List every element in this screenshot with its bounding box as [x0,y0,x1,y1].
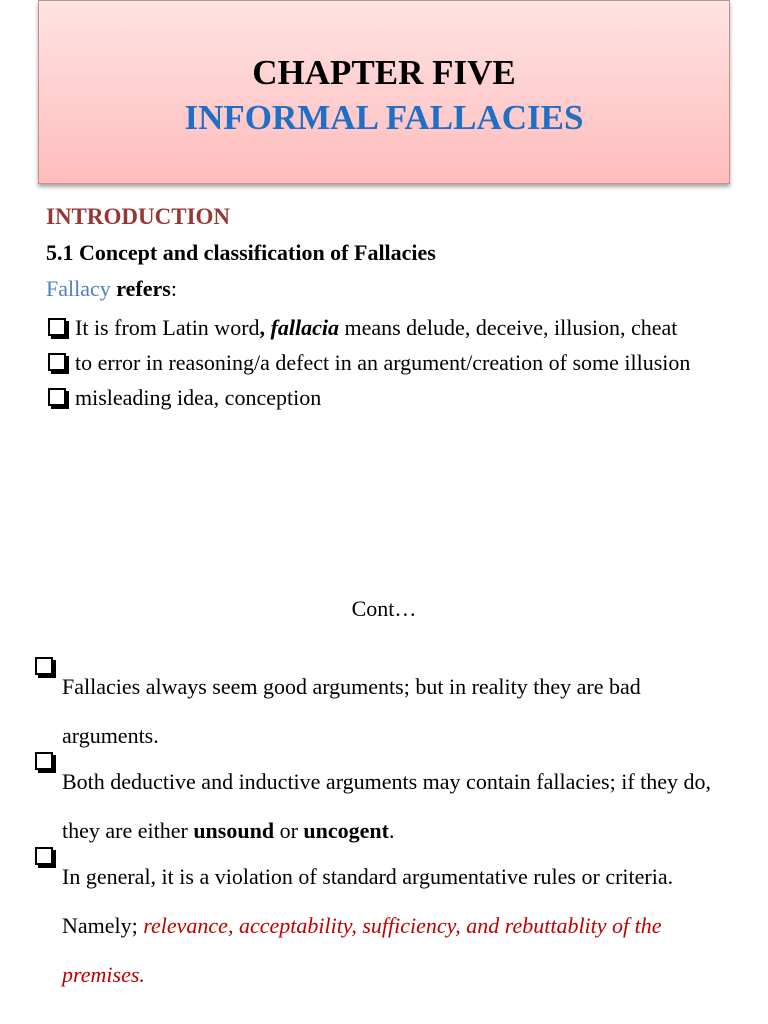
unsound-term: unsound [193,818,275,843]
checkbox-bullet-icon [48,318,66,336]
list-item [46,347,736,378]
points-list [33,670,733,1004]
definition-list [46,312,736,417]
criteria-emphasis: relevance, acceptability, sufficiency, and rebuttablity of the premises. [62,913,662,987]
cont-heading: Cont… [351,596,417,621]
latin-term: fallacia [270,315,339,340]
definition-text: means delude, deceive, illusion, cheat [338,315,678,340]
point-text [62,662,733,760]
point-text [62,852,733,999]
definition-comma: , [259,315,266,340]
checkbox-bullet-icon [48,388,66,406]
introduction-heading: INTRODUCTION [46,204,231,229]
chapter-title-box [38,0,730,184]
point-text-content: Both deductive and inductive arguments may contain fallacies; if they do, they are either [62,769,712,843]
list-item [33,852,733,999]
checkbox-bullet-icon [48,353,66,371]
fallacy-word: Fallacy [46,276,111,301]
refers-colon: : [170,276,177,301]
definition-text: to error in reasoning/a defect in an argument/creation of some illusion [75,350,691,375]
uncogent-term: uncogent [303,818,389,843]
point-text-content: or [274,818,304,843]
point-text [62,757,733,855]
list-item [33,662,733,760]
chapter-title: INFORMAL FALLACIES [184,98,584,137]
checkbox-bullet-icon [35,847,53,865]
checkbox-bullet-icon [35,752,53,770]
section-heading: 5.1 Concept and classification of Fallacies [46,240,436,265]
checkbox-bullet-icon [35,657,53,675]
list-item [33,757,733,855]
refers-word: refers [116,276,171,301]
fallacy-refers-line [46,276,177,302]
point-text-content: Fallacies always seem good arguments; but in reality they are bad arguments. [62,674,641,748]
list-item [46,312,736,343]
chapter-number: CHAPTER FIVE [252,53,516,92]
definition-text: misleading idea, conception [75,385,322,410]
definition-text: It is from Latin word [75,315,260,340]
point-text-content: In general, it is a violation of standard argumentative rules or criteria. Namely; [62,864,674,938]
list-item [46,382,736,413]
point-text-content: . [388,818,395,843]
